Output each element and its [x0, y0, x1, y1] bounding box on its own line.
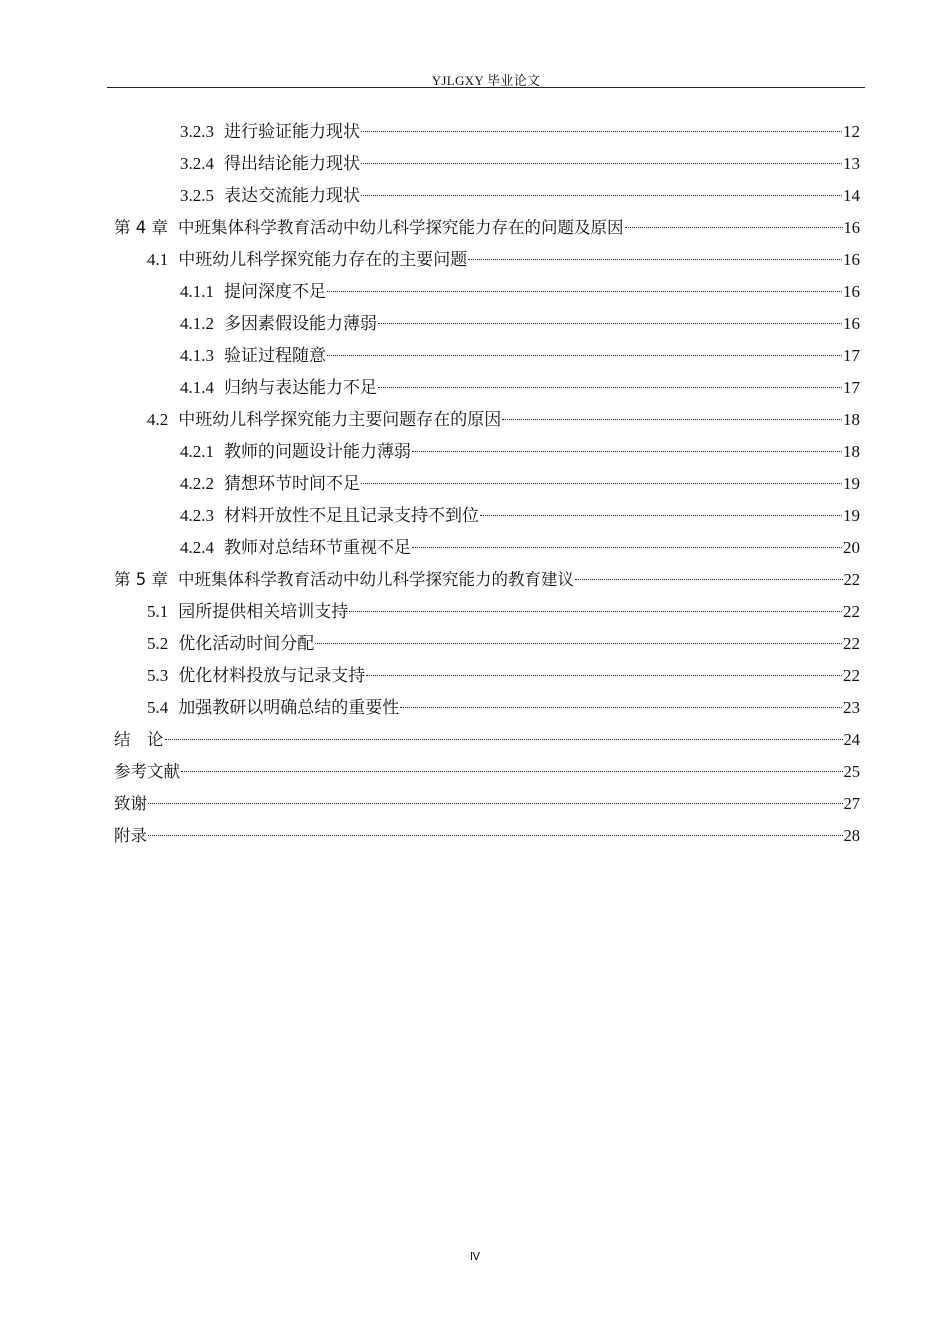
toc-entry[interactable]: [114, 564, 860, 596]
dot-leader: [625, 227, 843, 228]
toc-entry[interactable]: [114, 180, 860, 212]
toc-entry-page: 17: [843, 378, 860, 397]
toc-entry-title: 参考文献: [114, 762, 180, 781]
toc-entry-number: 3.2.3: [180, 122, 214, 141]
toc-entry-number: 4.1.2: [180, 314, 214, 333]
toc-entry-page: 16: [843, 250, 860, 269]
dot-leader: [327, 355, 842, 356]
toc-entry-number: 4.1.3: [180, 346, 214, 365]
toc-entry-number: 第 5 章: [114, 570, 168, 589]
dot-leader: [412, 451, 842, 452]
dot-leader: [148, 835, 843, 836]
toc-entry[interactable]: [114, 756, 860, 788]
toc-entry[interactable]: [114, 116, 860, 148]
toc-entry-title: 优化活动时间分配: [178, 634, 315, 653]
toc-entry-page: 22: [843, 634, 860, 653]
toc-entry-title: 教师的问题设计能力薄弱: [224, 442, 411, 461]
toc-entry[interactable]: [114, 276, 860, 308]
toc-entry-title: 归纳与表达能力不足: [224, 378, 377, 397]
dot-leader: [468, 259, 842, 260]
toc-entry[interactable]: [114, 372, 860, 404]
toc-entry-title: 验证过程随意: [224, 346, 326, 365]
toc-entry-number: 5.3: [147, 666, 169, 685]
toc-entry-title: 多因素假设能力薄弱: [224, 314, 377, 333]
toc-entry-title: 中班幼儿科学探究能力存在的主要问题: [178, 250, 468, 269]
toc-entry-title: 中班集体科学教育活动中幼儿科学探究能力的教育建议: [178, 570, 574, 589]
toc-entry-number: 4.1: [147, 250, 169, 269]
toc-entry-title: 中班集体科学教育活动中幼儿科学探究能力存在的问题及原因: [178, 218, 624, 237]
toc-entry-page: 25: [843, 762, 860, 781]
dot-leader: [480, 515, 842, 516]
dot-leader: [361, 483, 842, 484]
toc-entry-page: 20: [843, 538, 860, 557]
toc-entry[interactable]: [114, 244, 860, 276]
toc-entry-page: 13: [843, 154, 860, 173]
toc-entry-page: 27: [843, 794, 860, 813]
toc-entry[interactable]: [114, 212, 860, 244]
page-number: Ⅳ: [469, 1250, 481, 1263]
toc-entry-title: 猜想环节时间不足: [224, 474, 360, 493]
dot-leader: [361, 163, 842, 164]
toc-entry-title: 结 论: [114, 730, 164, 749]
toc-entry-number: 4.1.4: [180, 378, 214, 397]
dot-leader: [148, 803, 843, 804]
toc-entry-title: 教师对总结环节重视不足: [224, 538, 411, 557]
toc-entry-page: 14: [843, 186, 860, 205]
toc-entry[interactable]: [114, 820, 860, 852]
toc-entry[interactable]: [114, 660, 860, 692]
toc-entry-number: 4.2.2: [180, 474, 214, 493]
toc-entry-page: 16: [843, 282, 860, 301]
dot-leader: [502, 419, 842, 420]
toc-entry[interactable]: [114, 468, 860, 500]
toc-entry[interactable]: [114, 692, 860, 724]
toc-entry-page: 19: [843, 474, 860, 493]
toc-entry-number: 4.1.1: [180, 282, 214, 301]
toc-entry-page: 22: [843, 602, 860, 621]
toc-entry-page: 22: [843, 570, 860, 589]
toc-entry[interactable]: [114, 148, 860, 180]
dot-leader: [361, 131, 842, 132]
toc-entry-page: 18: [843, 410, 860, 429]
toc-entry-number: 4.2: [147, 410, 169, 429]
toc-entry[interactable]: [114, 404, 860, 436]
toc-entry-title: 园所提供相关培训支持: [178, 602, 349, 621]
toc-entry-title: 提问深度不足: [224, 282, 326, 301]
toc-entry-page: 18: [843, 442, 860, 461]
toc-entry-title: 进行验证能力现状: [224, 122, 360, 141]
toc-entry-title: 材料开放性不足且记录支持不到位: [224, 506, 479, 525]
dot-leader: [575, 579, 843, 580]
toc-entry[interactable]: [114, 436, 860, 468]
toc-entry-page: 23: [843, 698, 860, 717]
toc-entry[interactable]: [114, 340, 860, 372]
toc-entry-number: 4.2.3: [180, 506, 214, 525]
toc-entry-number: 第 4 章: [114, 218, 168, 237]
table-of-contents: [114, 116, 860, 852]
dot-leader: [349, 611, 842, 612]
dot-leader: [315, 643, 842, 644]
toc-entry-page: 19: [843, 506, 860, 525]
dot-leader: [412, 547, 842, 548]
toc-entry-number: 5.2: [147, 634, 169, 653]
toc-entry-title: 中班幼儿科学探究能力主要问题存在的原因: [178, 410, 502, 429]
toc-entry-title: 附录: [114, 826, 147, 845]
dot-leader: [400, 707, 842, 708]
toc-entry-number: 3.2.5: [180, 186, 214, 205]
toc-entry-page: 12: [843, 122, 860, 141]
toc-entry-number: 3.2.4: [180, 154, 214, 173]
toc-entry[interactable]: [114, 724, 860, 756]
toc-entry[interactable]: [114, 788, 860, 820]
toc-entry[interactable]: [114, 500, 860, 532]
toc-entry-title: 优化材料投放与记录支持: [178, 666, 366, 685]
toc-entry-number: 5.1: [147, 602, 169, 621]
dot-leader: [378, 387, 842, 388]
toc-entry-page: 24: [843, 730, 860, 749]
page-header: YJLGXY 毕业论文: [431, 73, 541, 88]
toc-entry-number: 5.4: [147, 698, 169, 717]
toc-entry[interactable]: [114, 308, 860, 340]
dot-leader: [181, 771, 843, 772]
toc-entry-page: 28: [843, 826, 860, 845]
toc-entry-page: 16: [843, 218, 860, 237]
toc-entry-number: 4.2.1: [180, 442, 214, 461]
toc-entry-title: 得出结论能力现状: [224, 154, 360, 173]
toc-entry-title: 致谢: [114, 794, 147, 813]
toc-entry[interactable]: [114, 596, 860, 628]
dot-leader: [366, 675, 842, 676]
toc-entry[interactable]: [114, 628, 860, 660]
toc-entry-number: 4.2.4: [180, 538, 214, 557]
dot-leader: [378, 323, 842, 324]
dot-leader: [361, 195, 842, 196]
toc-entry-title: 加强教研以明确总结的重要性: [178, 698, 400, 717]
toc-entry[interactable]: [114, 532, 860, 564]
header-rule: [107, 87, 865, 88]
toc-entry-page: 22: [843, 666, 860, 685]
toc-entry-title: 表达交流能力现状: [224, 186, 360, 205]
dot-leader: [165, 739, 843, 740]
dot-leader: [327, 291, 842, 292]
toc-entry-page: 16: [843, 314, 860, 333]
toc-entry-page: 17: [843, 346, 860, 365]
